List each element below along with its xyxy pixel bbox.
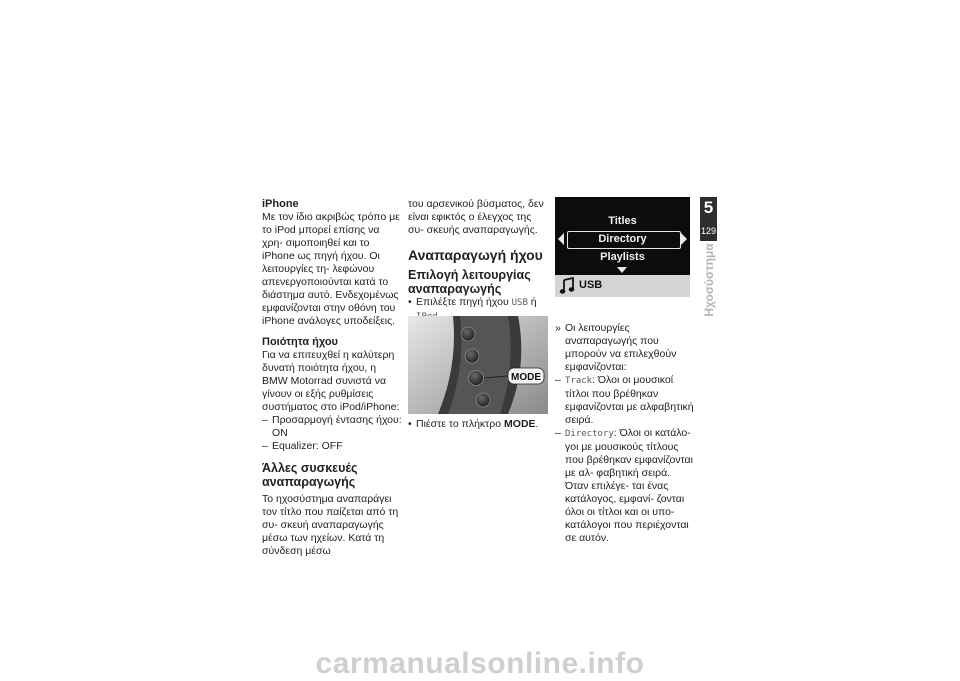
menu-playlists: Playlists: [600, 251, 645, 263]
arrow-down-icon: [617, 267, 627, 273]
arrow-left-icon: [558, 233, 564, 245]
code-usb: USB: [511, 298, 528, 308]
heading-select-playback-mode: Επιλογή λειτουργίας αναπαραγωγής: [408, 268, 531, 296]
source-label: USB: [579, 279, 603, 291]
text-column-2b: [408, 418, 548, 431]
heading-other-devices: Άλλες συσκευές αναπαραγωγής: [262, 461, 358, 489]
button-2: [465, 349, 479, 363]
text-column-2: [408, 198, 548, 324]
page-number: 129: [700, 226, 717, 236]
list-item-volume-adjust: – Προσαρμογή έντασης ήχου: ON: [262, 414, 402, 440]
text-column-1: [262, 198, 402, 558]
list-item-equalizer: – Equalizer: OFF: [262, 440, 402, 453]
result-playback-modes: » Οι λειτουργίες αναπαραγωγής που μπορούν να επιλεχθούν εμφανίζονται:: [555, 322, 695, 374]
list-item-directory: – Directory: Όλοι οι κατάλο- γοι με μουσικούς τίτλους που βρέθηκαν εμφανίζονται με αλ- φαβητική σειρά. Όταν επιλέγε- ται ένας κατάλογος, εμφανί- ζονται όλοι οι τίτλοι και οι υπο- κατάλογοι που περιέχονται σε αυτόν.: [555, 427, 695, 545]
paragraph-sound-quality: Για να επιτευχθεί η καλύτερη δυνατή ποιότητα ήχου, η BMW Motorrad συνιστά να γίνουν οι εξής ρυθμίσεις συστήματος στο iPod/iPhone:: [262, 349, 400, 413]
handlebar-switch-illustration: [408, 316, 548, 414]
paragraph-iphone: Με τον ίδιο ακριβώς τρόπο με το iPod μπορεί επίσης να χρη- σιμοποιηθεί και το iPhone ως πηγή ήχου. Οι λειτουργίες τη- λεφώνου απενεργοποιούνται κατά το διάστημα αυτό. Ενδεχομένως εμφανίζονται στην οθόνη του iPhone ανάλογες υποδείξεις.: [262, 211, 400, 327]
menu-titles: Titles: [608, 215, 637, 227]
instruction-press-mode: • Πιέστε το πλήκτρο MODE.: [408, 418, 548, 431]
list-item-track: – Track: Όλοι οι μουσικοί τίτλοι που βρέθηκαν εμφανίζονται με αλφαβητική σειρά.: [555, 374, 695, 427]
watermark: carmanualsonline.info: [315, 647, 645, 680]
paragraph-other-devices: Το ηχοσύστημα αναπαράγει τον τίτλο που παίζεται από τη συ- σκευή αναπαραγωγής μέσω των ηχείων. Κατά τη σύνδεση μέσω: [262, 493, 399, 557]
button-4: [476, 393, 490, 407]
heading-iphone: iPhone: [262, 198, 299, 210]
mode-button-photo: [408, 316, 548, 414]
text-column-3: [555, 322, 695, 545]
chapter-number: 5: [703, 198, 714, 217]
paragraph-continued: του αρσενικού βύσματος, δεν είναι εφικτός ο έλεγχος της συ- σκευής αναπαραγωγής.: [408, 198, 544, 236]
button-1: [461, 327, 475, 341]
instruction-select-source: • Επιλέξτε πηγή ήχου USB ή: [408, 296, 548, 324]
button-mode: [469, 371, 484, 386]
mode-label: MODE: [511, 372, 541, 383]
code-directory: Directory: [565, 429, 614, 439]
chapter-title: Ηχοσύστημα: [702, 243, 716, 317]
menu-directory: Directory: [598, 233, 647, 245]
key-mode: MODE: [504, 418, 536, 430]
heading-audio-playback: Αναπαραγωγή ήχου: [408, 247, 543, 263]
heading-sound-quality: Ποιότητα ήχου: [262, 336, 338, 348]
display-screen: [555, 197, 690, 297]
arrow-right-icon: [681, 233, 687, 245]
status-bar: [555, 275, 690, 297]
music-note-icon: [559, 277, 575, 295]
code-track: Track: [565, 376, 593, 386]
